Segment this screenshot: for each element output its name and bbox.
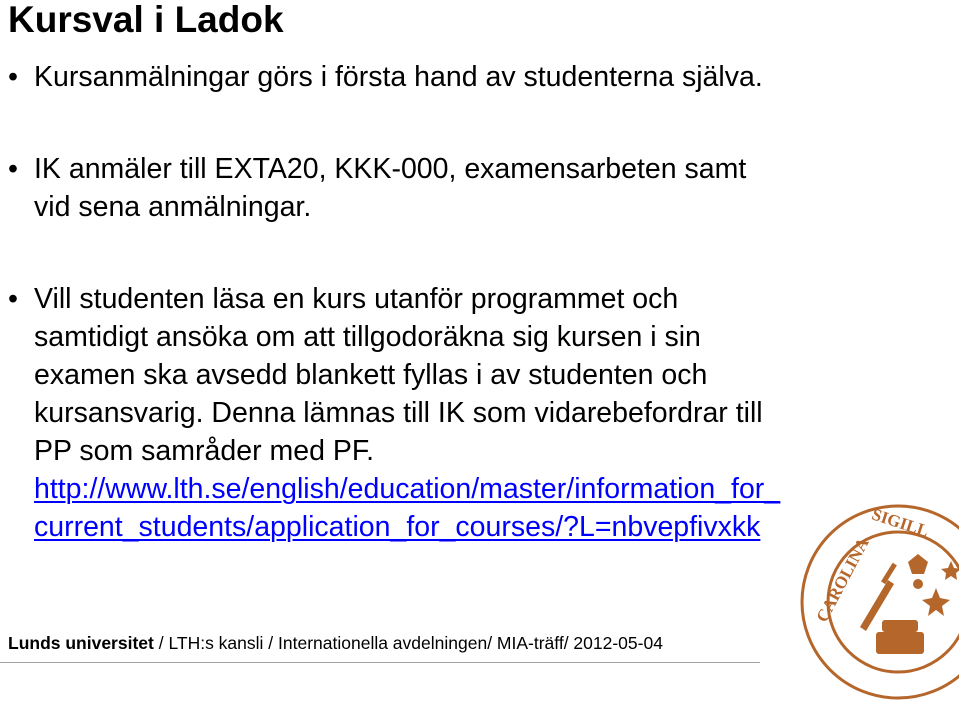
bullet-dot: • [8, 283, 18, 315]
bullet-2-line-1: IK anmäler till EXTA20, KKK-000, examensarbeten samt [34, 153, 747, 185]
bullet-3-line-4: kursansvarig. Denna lämnas till IK som vidarebefordrar till [34, 397, 763, 429]
bullet-dot: • [8, 153, 18, 185]
svg-text:CAROLINA: CAROLINA [812, 534, 873, 626]
bullet-item-3 [8, 280, 781, 546]
bullet-dot: • [8, 61, 18, 93]
svg-text:SIGILL: SIGILL [869, 504, 932, 541]
footer-divider [0, 662, 760, 663]
bullet-3-line-1: Vill studenten läsa en kurs utanför programmet och [34, 283, 679, 315]
link-line-2[interactable]: current_students/application_for_courses/?L=nbvepfivxkk [34, 511, 761, 543]
footer-institution: Lunds universitet [8, 633, 154, 653]
bullet-3-line-2: samtidigt ansöka om att tillgodoräkna sig kursen i sin [34, 321, 701, 353]
bullet-3-line-5: PP som samråder med PF. [34, 435, 375, 467]
slide-title: Kursval i Ladok [8, 0, 284, 40]
footer [8, 629, 663, 657]
bullet-item-2 [8, 150, 747, 226]
link-line-1[interactable]: http://www.lth.se/english/education/master/information_for_ [34, 473, 781, 505]
bullet-1-line-1: Kursanmälningar görs i första hand av studenterna själva. [34, 61, 763, 93]
bullet-3-line-3: examen ska avsedd blankett fyllas i av studenten och [34, 359, 708, 391]
application-link[interactable] [34, 470, 780, 546]
bullet-item-1 [8, 58, 763, 96]
bullet-2-line-2: vid sena anmälningar. [34, 191, 312, 223]
footer-path: / LTH:s kansli / Internationella avdelningen/ MIA-träff/ 2012-05-04 [153, 633, 663, 653]
lund-university-seal-icon [798, 502, 959, 702]
